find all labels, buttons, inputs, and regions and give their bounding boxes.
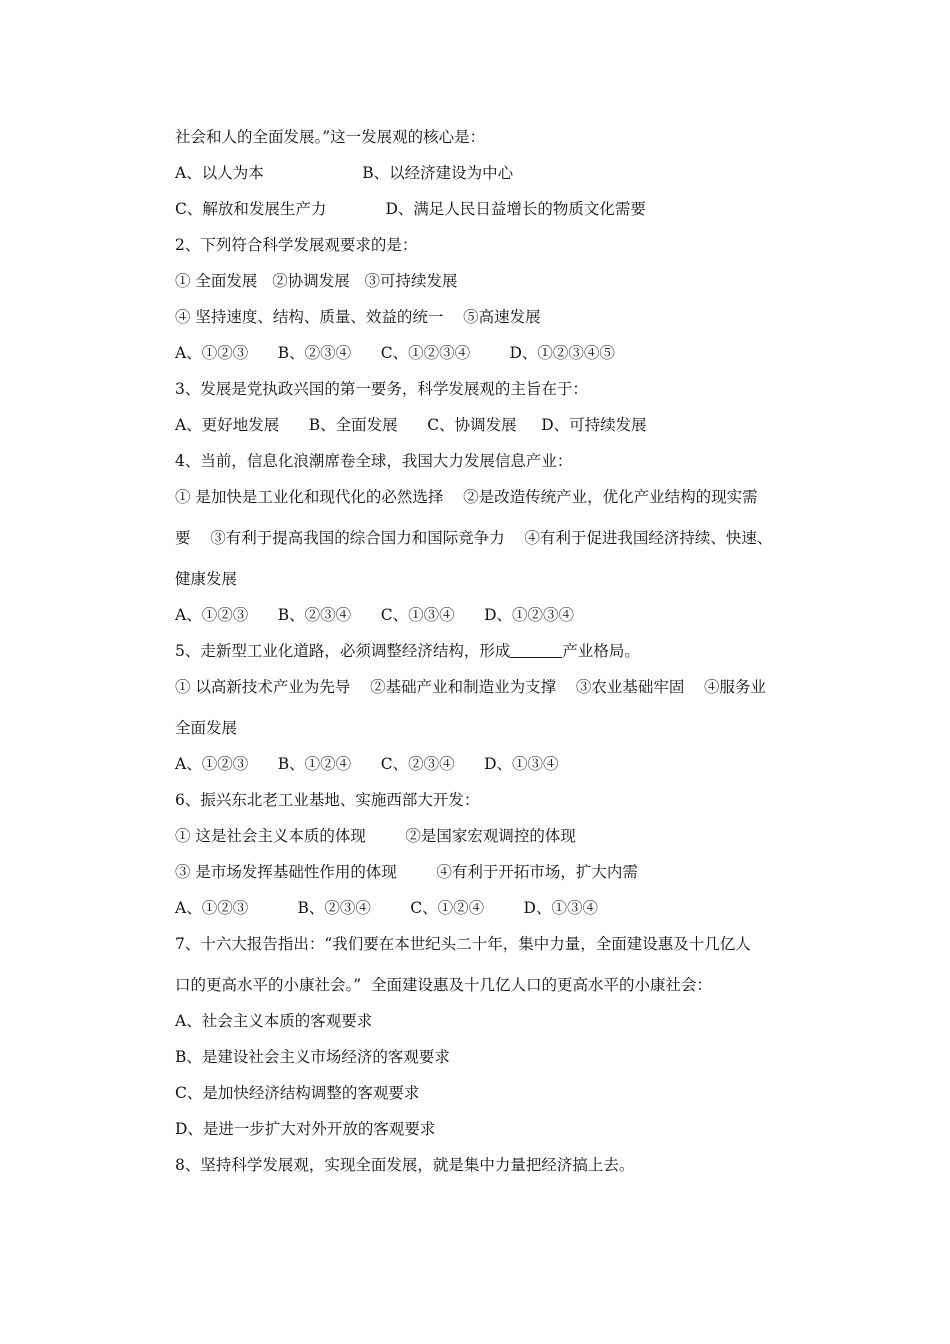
question-3: 3、发展是党执政兴国的第一要务，科学发展观的主旨在于： [175, 380, 588, 398]
statement-line: ④ 坚持速度、结构、质量、效益的统一 ⑤高速发展 [175, 308, 541, 326]
statement-line: ① 这是社会主义本质的体现 ②是国家宏观调控的体现 [175, 827, 576, 845]
statement-line: 要 ③有利于提高我国的综合国力和国际竞争力 ④有利于促进我国经济持续、快速、 [175, 529, 773, 547]
option-line: A、以人为本 B、以经济建设为中心 [175, 164, 514, 182]
option-line: A、①②③ B、②③④ C、①②④ D、①③④ [175, 899, 598, 917]
statement-line: 全面发展 [175, 719, 238, 737]
statement-line: 健康发展 [175, 570, 238, 588]
option-line: A、①②③ B、②③④ C、①②③④ D、①②③④⑤ [175, 344, 615, 362]
text-line: 社会和人的全面发展。”这一发展观的核心是： [175, 128, 486, 146]
question-6: 6、振兴东北老工业基地、实施西部大开发： [175, 791, 480, 809]
option-line: C、解放和发展生产力 D、满足人民日益增长的物质文化需要 [175, 200, 646, 218]
option-line: A、更好地发展 B、全面发展 C、协调发展 D、可持续发展 [175, 416, 647, 434]
statement-line: ③ 是市场发挥基础性作用的体现 ④有利于开拓市场，扩大内需 [175, 863, 638, 881]
fill-blank [510, 643, 562, 658]
question-7-cont: 口的更高水平的小康社会。” 全面建设惠及十几亿人口的更高水平的小康社会： [175, 976, 713, 994]
question-2: 2、下列符合科学发展观要求的是： [175, 236, 418, 254]
statement-line: ① 以高新技术产业为先导 ②基础产业和制造业为支撑 ③农业基础牢固 ④服务业 [175, 678, 767, 696]
option-line: A、①②③ B、②③④ C、①③④ D、①②③④ [175, 606, 575, 624]
option-line: A、①②③ B、①②④ C、②③④ D、①③④ [175, 755, 559, 773]
question-5-suffix: 产业格局。 [562, 642, 640, 660]
question-7: 7、十六大报告指出：“我们要在本世纪头二十年，集中力量，全面建设惠及十几亿人 [175, 935, 751, 953]
option-line: A、社会主义本质的客观要求 [175, 1012, 373, 1030]
question-4: 4、当前，信息化浪潮席卷全球，我国大力发展信息产业： [175, 452, 573, 470]
option-line: B、是建设社会主义市场经济的客观要求 [175, 1048, 450, 1066]
statement-line: ① 是加快是工业化和现代化的必然选择 ②是改造传统产业，优化产业结构的现实需 [175, 488, 758, 506]
option-line: C、是加快经济结构调整的客观要求 [175, 1084, 420, 1102]
option-line: D、是进一步扩大对外开放的客观要求 [175, 1120, 436, 1138]
statement-line: ① 全面发展 ②协调发展 ③可持续发展 [175, 272, 458, 290]
question-5-text: 5、走新型工业化道路，必须调整经济结构，形成 [175, 642, 511, 660]
question-8: 8、坚持科学发展观，实现全面发展，就是集中力量把经济搞上去。 [175, 1156, 635, 1174]
question-5 [175, 640, 640, 662]
